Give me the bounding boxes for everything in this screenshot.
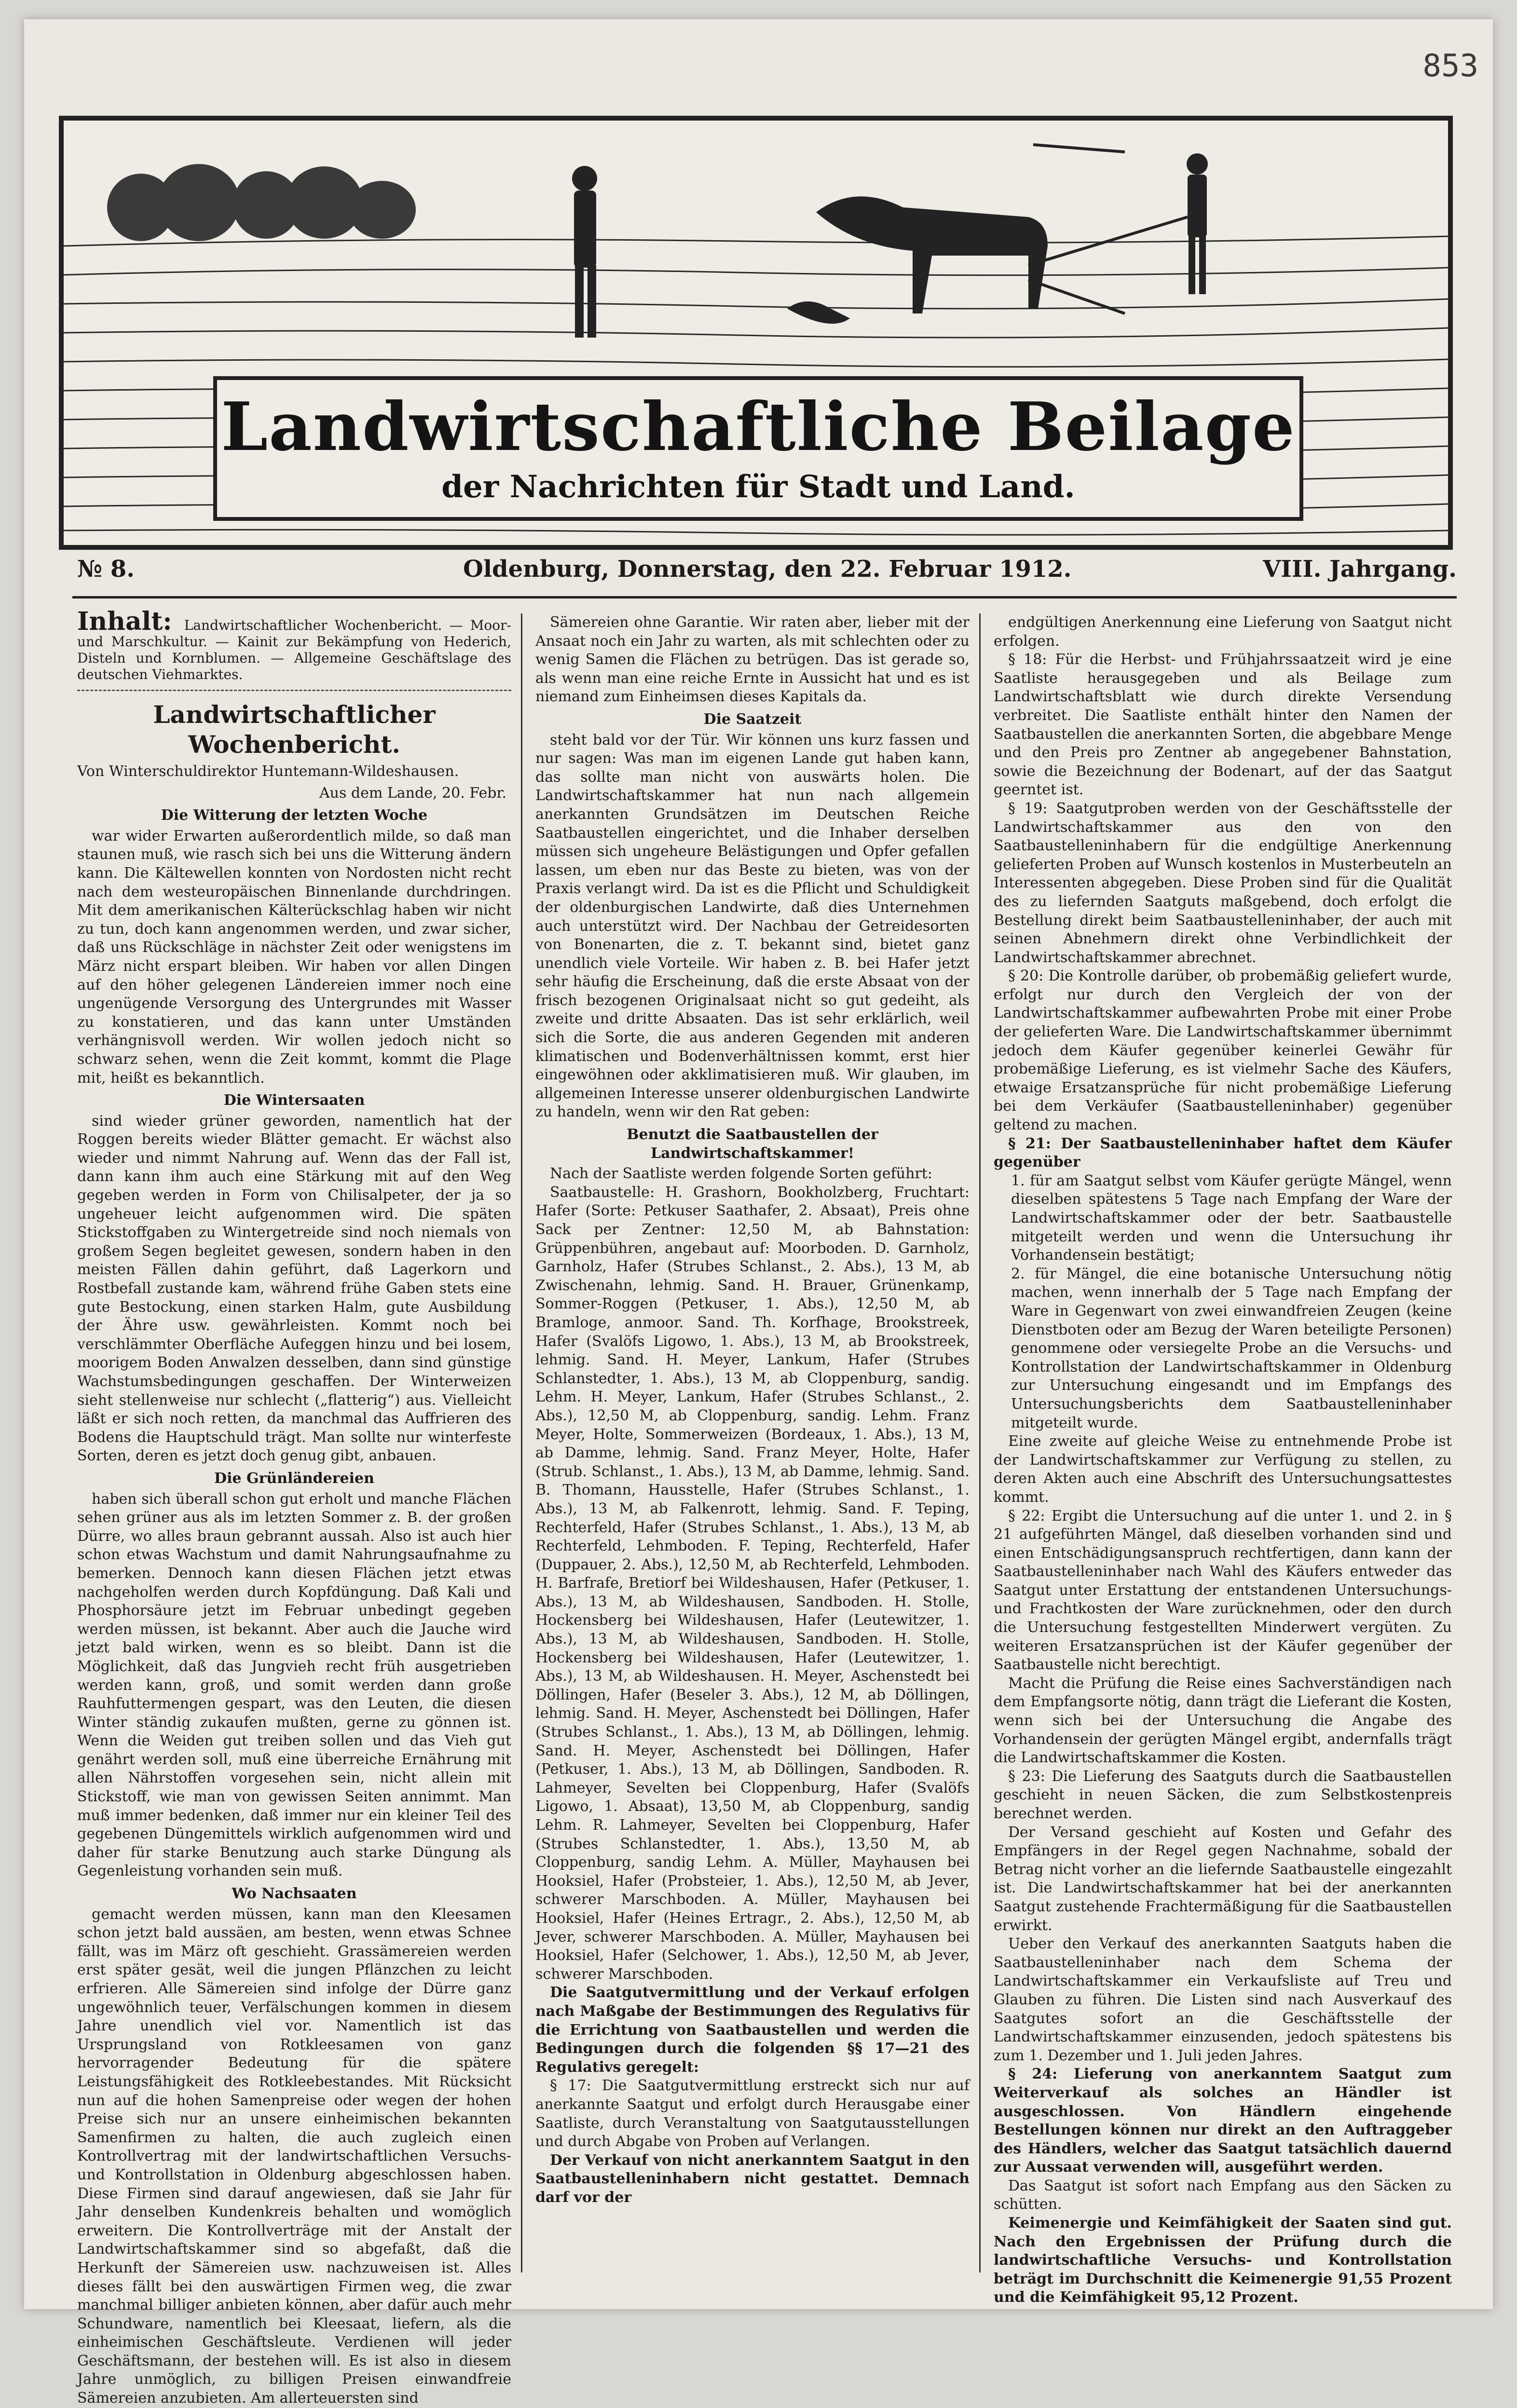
contents-box — [77, 607, 511, 691]
paragraph: § 24: Lieferung von anerkanntem Saatgut zum Weiterverkauf als solches an Händler ist ausgeschlossen. Von Händlern eingehende Bestellungen können nur direkt an den Auftraggeber des Händlers, welcher das Saatgut tatsächlich dauernd zur Aussaat verwenden will, ausgeführt werden. — [994, 2066, 1452, 2176]
paragraph: Das Saatgut ist sofort nach Empfang aus den Säcken zu schütten. — [994, 2177, 1452, 2213]
dateline — [77, 556, 1457, 589]
paragraph: sind wieder grüner geworden, namentlich hat der Roggen bereits wieder Blätter gemacht. Er wächst also wieder und nimmt Nahrung auf. Wenn das der Fall ist, dann kann ihm auch eine Stärkung mit auf den Weg gegeben werden in Form von Chilisalpeter, der ja so ungeheuer leicht aufgenommen wird. Die späten Stickstoffgaben zu Wintergetreide sind noch niemals von großem Segen begleitet gewesen, sondern haben in den meisten Fällen dahin geführt, daß Lagerkorn und Rostbefall zustande kam, während frühe Gaben stets eine gute Bestockung, einen starken Halm, gute Ausbildung der Ähre usw. gewährleisten. Kommt noch bei verschlämmter Oberfläche Aufeggen hinzu und bei losem, moorigem Boden Anwalzen desselben, dann sind günstige Wachstumsbedingungen geschaffen. Der Winterweizen sieht stellenweise nur schlecht („flatterig“) aus. Vielleicht läßt er sich noch retten, da manchmal das Auffrieren des Bodens die Hauptschuld trägt. Man sollte nur winterfeste Sorten, deren es jetzt doch genug gibt, anbauen. — [77, 1112, 511, 1465]
column-1 — [77, 607, 511, 2407]
column-2 — [535, 613, 970, 2282]
masthead-subtitle: der Nachrichten für Stadt und Land. — [441, 469, 1075, 505]
paragraph: § 23: Die Lieferung des Saatguts durch die Saatbaustellen geschieht in neuen Säcken, die zum Selbstkostenpreis berechnet werden. — [994, 1768, 1452, 1822]
masthead-title: Landwirtschaftliche Beilage — [221, 387, 1296, 466]
article-byline: Von Winterschuldirektor Huntemann-Wildeshausen. — [77, 763, 459, 780]
section-title: Wo Nachsaaten — [232, 1885, 357, 1903]
seed-list: Saatbaustelle: H. Grashorn, Bookholzberg, Fruchtart: Hafer (Sorte: Petkuser Saathafer, 2. Absaat), Preis ohne Sack per Zentner: 12,50 M, ab Bahnstation: Grüppenbühren, angebaut auf: Moorboden. D. Garnholz, Garnholz, Hafer (Strubes Schlanst., 2. Abs.), 13 M, ab Zwischenahn, lehmig. Sand. H. Brauer, Grünenkamp, Sommer-Roggen (Petkuser, 1. Abs.), 12,50 M, ab Bramloge, anmoor. Sand. Th. Korfhage, Brookstreek, Hafer (Svalöfs Ligowo, 1. Abs.), 13 M, ab Brookstreek, lehmig. Sand. H. Meyer, Lankum, Hafer (Strubes Schlanstedter, 1. Abs.), 13 M, ab Cloppenburg, sandig. Lehm. H. Meyer, Lankum, Hafer (Strubes Schlanst., 2. Abs.), 12,50 M, ab Cloppenburg, sandig. Lehm. Franz Meyer, Holte, Sommerweizen (Bordeaux, 1. Abs.), 13 M, ab Damme, lehmig. Sand. Franz Meyer, Holte, Hafer (Strub. Schlanst., 1. Abs.), 13 M, ab Damme, lehmig. Sand. B. Thomann, Hausstelle, Hafer (Strubes Schlanst., 1. Abs.), 13 M, ab Falkenrott, lehmig. Sand. F. Teping, Rechterfeld, Hafer (Strubes Schlanst., 1. Abs.), 13 M, ab Rechterfeld, Lehmboden. F. Teping, Rechterfeld, Hafer (Duppauer, 2. Abs.), 12,50 M, ab Rechterfeld, Lehmboden. H. Barfrafe, Bretiorf bei Wildeshausen, Hafer (Petkuser, 1. Abs.), 13 M, ab Wildeshausen, Sandboden. H. Stolle, Hockensberg bei Wildeshausen, Hafer (Leutewitzer, 1. Abs.), 13 M, ab Wildeshausen, Sandboden. H. Stolle, Hockensberg bei Wildeshausen, Hafer (Leutewitzer, 1. Abs.), 13 M, ab Wildeshausen. H. Meyer, Aschenstedt bei Döllingen, Hafer (Beseler 3. Abs.), 12 M, ab Döllingen, lehmig. Sand. H. Meyer, Aschenstedt bei Döllingen, Hafer (Strubes Schlanst., 1. Abs.), 13 M, ab Döllingen, lehmig. Sand. H. Meyer, Aschenstedt bei Döllingen, Hafer (Petkuser, 1. Abs.), 13 M, ab Döllingen, Sandboden. R. Lahmeyer, Sevelten bei Cloppenburg, Hafer (Svalöfs Ligowo, 1. Absaat), 13,50 M, ab Cloppenburg, sandig Lehm. R. Lahmeyer, Sevelten bei Cloppenburg, Hafer (Strubes Schlanstedter, 1. Abs.), 13,50 M, ab Cloppenburg, sandig Lehm. A. Müller, Mayhausen bei Hooksiel, Hafer (Probsteier, 1. Abs.), 12,50 M, ab Jever, schwerer Marschboden. A. Müller, Mayhausen bei Hooksiel, Hafer (Heines Ertragr., 2. Abs.), 12,50 M, ab Jever, schwerer Marschboden. A. Müller, Mayhausen bei Hooksiel, Hafer (Selchower, 1. Abs.), 12,50 M, ab Jever, schwerer Marschboden. — [535, 1184, 970, 1983]
paragraph: war wider Erwarten außerordentlich milde, so daß man staunen muß, wie rasch sich bei uns die Witterung ändern kann. Die Kältewellen konnten von Nordosten nicht recht nach dem westeuropäischen Binnenlande durchdringen. Mit dem amerikanischen Kälterückschlag haben wir nicht zu tun, doch kann angenommen werden, und zwar sicher, daß uns Rückschläge in nächster Zeit oder wenigstens im März nicht erspart bleiben. Wir haben vor allen Dingen auf den höher gelegenen Ländereien immer noch eine ungenügende Versorgung des Untergrundes mit Wasser zu konstatieren, und das kann unter Umständen verhängnisvoll werden. Wir wollen jedoch nicht so schwarz sehen, wenn die Zeit kommt, kommt die Plage mit, heißt es bekanntlich. — [77, 827, 511, 1087]
paragraph: haben sich überall schon gut erholt und manche Flächen sehen grüner aus als im letzten Sommer z. B. der großen Dürre, wo alles braun gebrannt aussah. Also ist auch hier schon etwas Wachstum und damit Nahrungsaufnahme zu bemerken. Dennoch kann diesen Flächen jetzt etwas nachgeholfen werden durch Kopfdüngung. Daß Kali und Phosphorsäure jetzt im Februar unbedingt gegeben werden müssen, ist bekannt. Aber auch die Jauche wird jetzt bald wirken, wenn es so bleibt. Dann ist die Möglichkeit, daß das Jungvieh recht früh ausgetrieben werden kann, groß, und somit werden dann große Rauhfuttermengen gespart, was den Leuten, die diesen Winter ständig zukaufen mußten, gerne zu gönnen ist. Wenn die Weiden gut treiben sollen und das Vieh gut genährt werden soll, muß eine überreiche Ernährung mit allen Nährstoffen vorgesehen sein, nicht allein mit Stickstoff, wie man von gewissen Seiten annimmt. Man muß immer bedenken, daß immer nur ein kleiner Teil des gegebenen Düngemittels wirklich aufgenommen wird und daher für starke Benutzung auch starke Düngung als Gegenleistung vorhanden sein muß. — [77, 1490, 511, 1880]
column-divider — [979, 613, 981, 2272]
article-heading: Landwirtschaftlicher Wochenbericht. — [153, 700, 436, 759]
paragraph: Die Saatgutvermittlung und der Verkauf erfolgen nach Maßgabe der Bestimmungen des Regulativs für die Errichtung von Saatbaustellen und werden die Bedingungen durch die folgenden §§ 17—21 des Regulativs geregelt: — [535, 1984, 970, 2076]
list-item: 1. für am Saatgut selbst vom Käufer gerügte Mängel, wenn dieselben spätestens 5 Tage nach Empfang der Ware der Landwirtschaftskammer oder der betr. Saatbaustelle mitgeteilt werden und wenn die Untersuchung ihr Vorhandensein bestätigt; — [1011, 1172, 1452, 1264]
archive-number: 853 — [1422, 48, 1478, 84]
newspaper-page — [24, 19, 1493, 2407]
paragraph: § 22: Ergibt die Untersuchung auf die unter 1. und 2. in § 21 aufgeführten Mängel, daß dieselben vorhanden sind und einen Entschädigungsanspruch rechtfertigen, dann kann der Saatbaustelleninhaber nach Wahl des Käufers entweder das Saatgut unter Erstattung der entstandenen Untersuchungs- und Frachtkosten der Ware zurücknehmen, oder den durch die Untersuchung festgestellten Minderwert vergüten. Zu weiteren Ersatzansprüchen ist der Käufer gegenüber der Saatbaustelle nicht berechtigt. — [994, 1507, 1452, 1673]
paragraph: § 21: Der Saatbaustelleninhaber haftet dem Käufer gegenüber — [994, 1135, 1452, 1171]
section-title: Die Grünländereien — [214, 1469, 374, 1487]
list-item: 2. für Mängel, die eine botanische Untersuchung nötig machen, wenn innerhalb der 5 Tage nach Empfang der Ware in Gegenwart von zwei einwandfreien Zeugen (keine Dienstboten oder am Bezug der Waren beteiligte Personen) genommene oder versiegelte Probe an die Versuchs- und Kontrollstation der Landwirtschaftskammer in Oldenburg zur Untersuchung eingesandt und im Empfangs des Untersuchungsberichts dem Saatbaustelleninhaber mitgeteilt wurde. — [1011, 1265, 1452, 1431]
article-dateline: Aus dem Lande, 20. Febr. — [319, 784, 506, 802]
paragraph: Eine zweite auf gleiche Weise zu entnehmende Probe ist der Landwirtschaftskammer zur Verfügung zu stellen, zu deren Akten auch eine Abschrift des Untersuchungsattestes kommt. — [994, 1433, 1452, 1506]
volume-label: VIII. Jahrgang. — [1263, 556, 1457, 583]
paragraph: gemacht werden müssen, kann man den Kleesamen schon jetzt bald aussäen, am besten, wenn etwas Schnee fällt, was im März oft geschieht. Grassämereien werden erst später gesät, weil die jungen Pflänzchen zu leicht erfrieren. Alle Sämereien sind infolge der Dürre ganz ungewöhnlich teuer, Verfälschungen kommen in diesem Jahre unendlich viel vor. Namentlich ist das Ursprungsland von Rotkleesamen von ganz hervorragender Bedeutung für die spätere Leistungsfähigkeit des Rotkleebestandes. Mit Rücksicht nun auf die hohen Samenpreise oder wegen der hohen Preise sich nur an unsere einheimischen bekannten Samenfirmen zu halten, die auch zugleich einen Kontrollvertrag mit der landwirtschaftlichen Versuchs- und Kontrollstation in Oldenburg abgeschlossen haben. Diese Firmen sind darauf angewiesen, daß sie Jahr für Jahr denselben Kundenkreis behalten und womöglich erweitern. Die Kontrollverträge mit der Anstalt der Landwirtschaftskammer sind so abgefaßt, daß die Herkunft der Sämereien usw. nachzuweisen ist. Alles dieses fällt bei den auswärtigen Firmen weg, die zwar manchmal billiger anbieten können, aber dafür auch mehr Schundware, namentlich bei Kleesaat, liefern, als die einheimischen Geschäftsleute. Verdienen will jeder Geschäftsmann, der bestehen will. Es ist also in diesem Jahre unmöglich, zu billigen Preisen einwandfreie Sämereien anzubieten. Am allerteuersten sind — [77, 1905, 511, 2407]
paragraph: Ueber den Verkauf des anerkannten Saatguts haben die Saatbaustelleninhaber nach dem Schema der Landwirtschaftskammer ein Verkaufsliste auf Treu und Glauben zu führen. Die Listen sind nach Ausverkauf des Saatgutes sofort an die Geschäftsstelle der Landwirtschaftskammer einzusenden, jedoch spätestens bis zum 1. Dezember und 1. Juli jeden Jahres. — [994, 1935, 1452, 2064]
paragraph: § 17: Die Saatgutvermittlung erstreckt sich nur auf anerkannte Saatgut und erfolgt durch Herausgabe einer Saatliste, durch Veranstaltung von Saatgutausstellungen und durch Abgabe von Proben auf Verlangen. — [535, 2077, 970, 2150]
paragraph: Sämereien ohne Garantie. Wir raten aber, lieber mit der Ansaat noch ein Jahr zu warten, als mit schlechten oder zu wenig Samen die Flächen zu betrügen. Das ist gerade so, als wenn man eine reiche Ernte in Aussicht hat und es ist niemand zum Einheimsen dieses Kapitals da. — [535, 614, 970, 706]
paragraph: Nach der Saatliste werden folgende Sorten geführt: — [550, 1165, 932, 1183]
paragraph: steht bald vor der Tür. Wir können uns kurz fassen und nur sagen: Was man im eigenen Lande gut haben kann, das sollte man nicht von auswärts holen. Die Landwirtschaftskammer hat nun nach allgemein anerkannten Grundsätzen im Deutschen Reiche Saatbaustellen eingerichtet, und die Inhaber derselben müssen sich ungeheure Belästigungen und Opfer gefallen lassen, um eben nur das Beste zu bieten, was von der Praxis verlangt wird. Da ist es die Pflicht und Schuldigkeit der oldenburgischen Landwirte, daß dies Unternehmen auch unterstützt wird. Der Nachbau der Getreidesorten von Bonenarten, die z. T. bekannt sind, bietet ganz unendlich viele Vorteile. Wir haben z. B. bei Hafer jetzt sehr häufig die Erscheinung, daß die erste Absaat von der frisch bezogenen Originalsaat nicht so gut gedeiht, als zweite und dritte Absaaten. Das ist sehr erklärlich, weil sich die Sorte, die aus anderen Gegenden mit anderen klimatischen und Bodenverhältnissen kommt, erst hier eingewöhnen oder akklimatisieren muß. Wir glauben, im allgemeinen Interesse unserer oldenburgischen Landwirte zu handeln, wenn wir den Rat geben: — [535, 731, 970, 1121]
masthead-title-box — [213, 376, 1303, 521]
contents-label: Inhalt: — [77, 607, 172, 636]
column-3 — [994, 613, 1452, 2306]
masthead-illustration — [59, 116, 1453, 550]
paragraph: § 20: Die Kontrolle darüber, ob probemäßig geliefert wurde, erfolgt nur durch den Vergleich der von der Landwirtschaftskammer aufbewahrten Probe mit einer Probe der gelieferten Ware. Die Landwirtschaftskammer übernimmt jedoch dem Käufer gegenüber keinerlei Gewähr für probemäßige Lieferung, es ist vielmehr Sache des Käufers, etwaige Ersatzansprüche für nicht probemäßige Lieferung bei dem Verkäufer (Saatbaustelleninhaber) gegenüber geltend zu machen. — [994, 967, 1452, 1134]
section-title: Die Witterung der letzten Woche — [161, 807, 428, 824]
dateline-rule — [72, 596, 1457, 599]
section-title: Die Saatzeit — [703, 710, 802, 728]
column-divider — [521, 613, 522, 2272]
paragraph: Der Verkauf von nicht anerkanntem Saatgut in den Saatbaustelleninhabern nicht gestattet. Demnach darf vor der — [535, 2151, 970, 2206]
section-title: Die Wintersaaten — [223, 1092, 365, 1109]
paragraph: Keimenergie und Keimfähigkeit der Saaten sind gut. Nach den Ergebnissen der Prüfung durch die landwirtschaftliche Versuchs- und Kontrollstation beträgt im Durchschnitt die Keimenergie 91,55 Prozent und die Keimfähigkeit 95,12 Prozent. — [994, 2215, 1452, 2306]
paragraph: Der Versand geschieht auf Kosten und Gefahr des Empfängers in der Regel gegen Nachnahme, sobald der Betrag nicht vorher an die liefernde Saatbaustelle eingezahlt ist. Die Landwirtschaftskammer hat bei der anerkannten Saatgut zustehende Frachtermäßigung für die Saatbaustellen erwirkt. — [994, 1823, 1452, 1934]
section-title: Benutzt die Saatbaustellen der Landwirtschaftskammer! — [627, 1126, 878, 1162]
paragraph: endgültigen Anerkennung eine Lieferung von Saatgut nicht erfolgen. — [994, 614, 1452, 650]
paragraph: § 18: Für die Herbst- und Frühjahrssaatzeit wird je eine Saatliste herausgegeben und als Beilage zum Landwirtschaftsblatt wie durch direkte Versendung verbreitet. Die Saatliste enthält hinter den Namen der Saatbaustellen die anerkannten Sorten, die abgebbare Menge und den Preis pro Zentner ab angegebener Bahnstation, sowie die Bezeichnung der Bodenart, auf der das Saatgut geerntet ist. — [994, 651, 1452, 799]
issue-date: Oldenburg, Donnerstag, den 22. Februar 1912. — [463, 556, 1072, 583]
contents-text: Landwirtschaftlicher Wochenbericht. — Moor- und Marschkultur. — Kainit zur Bekämpfung von Hederich, Disteln und Kornblumen. — Allgemeine Geschäftslage des deutschen Viehmarktes. — [77, 617, 511, 682]
issue-number: № 8. — [77, 556, 135, 583]
paragraph: Macht die Prüfung die Reise eines Sachverständigen nach dem Empfangsorte nötig, dann trägt die Lieferant die Kosten, wenn sich bei der Untersuchung die Angabe des Vorhandensein der gerügten Mängel ergibt, andernfalls trägt die Landwirtschaftskammer die Kosten. — [994, 1674, 1452, 1767]
paragraph: § 19: Saatgutproben werden von der Geschäftsstelle der Landwirtschaftskammer aus den von den Saatbaustelleninhabern für die endgültige Anerkennung gelieferten Proben auf Wunsch kostenlos in Musterbeuteln an Interessenten abgegeben. Diese Proben sind für die Qualität des zu liefernden Saatguts maßgebend, doch erfolgt die Bestellung direkt beim Saatbaustelleninhaber, der auch mit seinen Abnehmern direkt ohne Verbindlichkeit der Landwirtschaftskammer abrechnet. — [994, 800, 1452, 966]
